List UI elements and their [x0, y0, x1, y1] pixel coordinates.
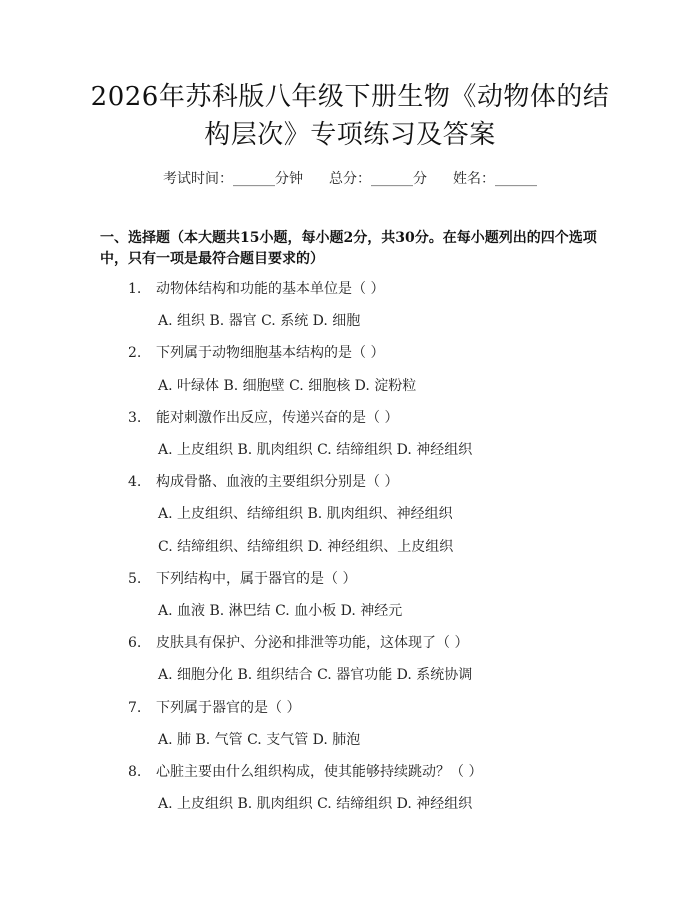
exam-name: 姓名：______: [453, 171, 537, 187]
question-5: [128, 568, 356, 588]
question-4-options-line-1: A. 上皮组织、结缔组织 B. 肌肉组织、神经组织: [158, 506, 453, 523]
question-number: 7.: [128, 699, 142, 716]
exam-info: [0, 168, 700, 188]
question-1-options-line-1: A. 组织 B. 器官 C. 系统 D. 细胞: [158, 313, 361, 330]
title-line-1: 2026年苏科版八年级下册生物《动物体的结: [90, 82, 610, 112]
question-7: [128, 697, 300, 717]
question-8-options-line-1: A. 上皮组织 B. 肌肉组织 C. 结缔组织 D. 神经组织: [158, 796, 473, 813]
question-5-options-line-1: A. 血液 B. 淋巴结 C. 血小板 D. 神经元: [158, 603, 403, 619]
question-text: 下列属于器官的是（ ）: [156, 699, 301, 716]
section-heading: 一、选择题（本大题共15小题，每小题2分，共30分。在每小题列出的四个选项中，只有一项是最符合题目要求的）: [100, 230, 597, 267]
question-7-options-line-1: A. 肺 B. 气管 C. 支气管 D. 肺泡: [158, 731, 361, 748]
question-3-options-line-1: A. 上皮组织 B. 肌肉组织 C. 结缔组织 D. 神经组织: [158, 442, 473, 458]
question-2: [128, 342, 384, 362]
document-title: [0, 78, 700, 154]
question-number: 6.: [128, 635, 142, 652]
question-3: [128, 407, 398, 427]
question-number: 5.: [128, 570, 142, 587]
question-text: 下列结构中，属于器官的是（ ）: [156, 570, 357, 587]
question-text: 构成骨骼、血液的主要组织分别是（ ）: [156, 474, 399, 491]
question-number: 1.: [128, 281, 142, 297]
exam-score: 总分：______分: [329, 171, 427, 187]
title-line-2: 构层次》专项练习及答案: [204, 120, 496, 150]
question-number: 4.: [128, 474, 142, 491]
question-number: 8.: [128, 764, 142, 780]
exam-time: 考试时间：______分钟: [163, 171, 303, 187]
question-text: 心脏主要由什么组织构成，使其能够持续跳动？（ ）: [156, 764, 483, 780]
question-2-options-line-1: A. 叶绿体 B. 细胞壁 C. 细胞核 D. 淀粉粒: [158, 377, 417, 394]
question-8: [128, 761, 482, 781]
question-text: 动物体结构和功能的基本单位是（ ）: [156, 281, 385, 297]
question-text: 下列属于动物细胞基本结构的是（ ）: [156, 345, 385, 362]
question-1: [128, 278, 384, 298]
question-number: 2.: [128, 345, 142, 362]
question-4: [128, 471, 398, 491]
question-text: 能对刺激作出反应，传递兴奋的是（ ）: [156, 409, 399, 426]
question-number: 3.: [128, 409, 142, 426]
question-4-options-line-2: C. 结缔组织、结缔组织 D. 神经组织、上皮组织: [158, 538, 454, 555]
question-text: 皮肤具有保护、分泌和排泄等功能，这体现了（ ）: [156, 635, 469, 652]
question-6-options-line-1: A. 细胞分化 B. 组织结合 C. 器官功能 D. 系统协调: [158, 667, 473, 684]
question-6: [128, 632, 468, 652]
